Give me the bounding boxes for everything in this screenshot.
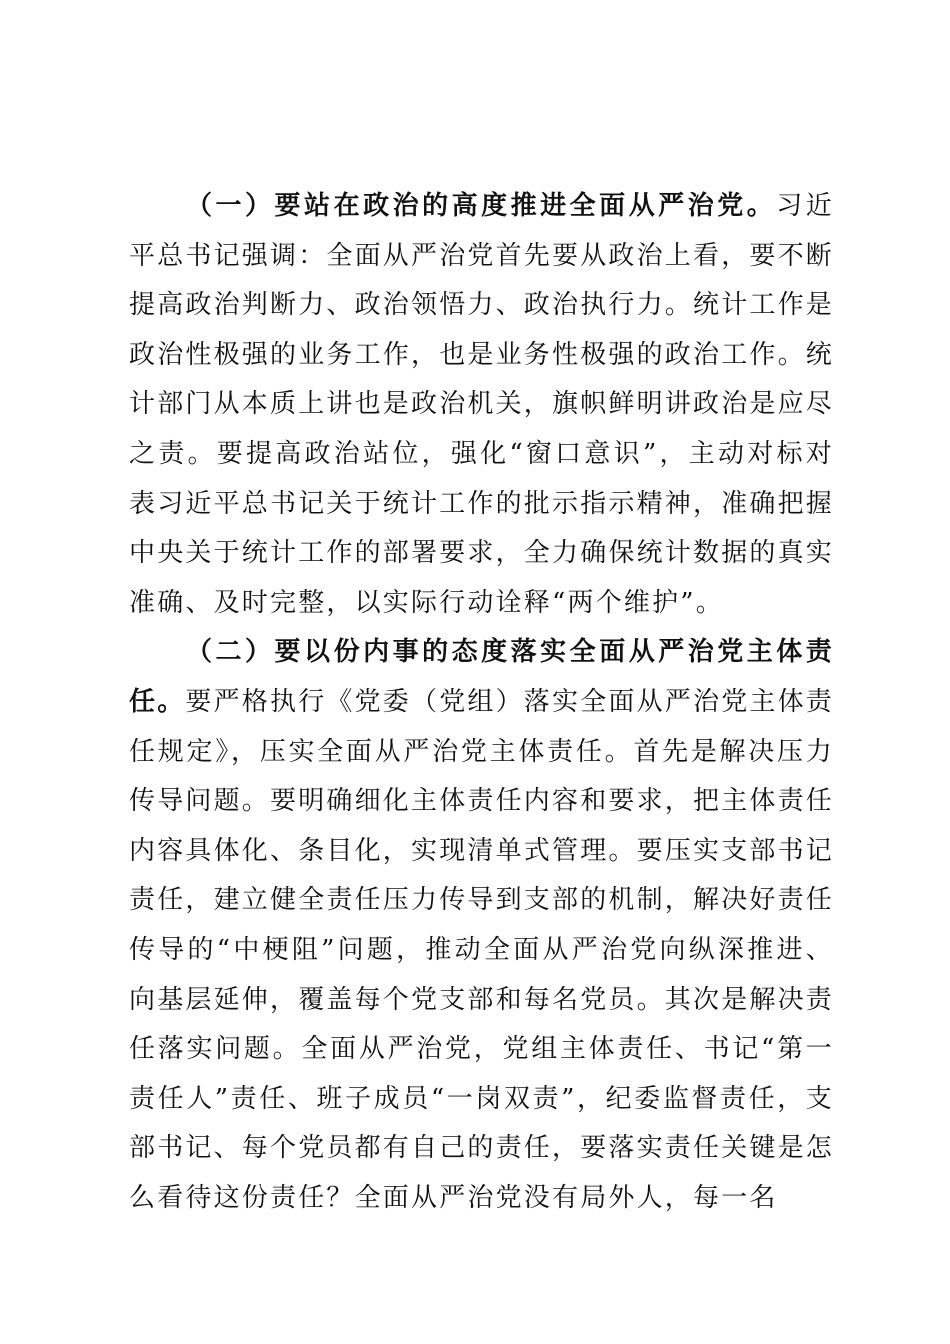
paragraph-1-heading: （一）要站在政治的高度推进全面从严治党。 — [186, 191, 777, 221]
paragraph-1 — [129, 182, 834, 628]
paragraph-2-heading: （二）要以份内事的态度落实全面从严治党主体责任。 — [129, 637, 834, 717]
paragraph-2-body: 要严格执行《党委（党组）落实全面从严治党主体责任规定》，压实全面从严治党主体责任。首先是解决压力传导问题。要明确细化主体责任内容和要求，把主体责任内容具体化、条目化，实现清单式管理。要压实支部书记责任，建立健全责任压力传导到支部的机制，解决好责任传导的“中梗阻”问题，推动全面从严治党向纵深推进、向基层延伸，覆盖每个党支部和每名党员。其次是解决责任落实问题。全面从严治党，党组主体责任、书记“第一责任人”责任、班子成员“一岗双责”，纪委监督责任，支部书记、每个党员都有自己的责任，要落实责任关键是怎么看待这份责任？全面从严治党没有局外人，每一名 — [129, 686, 835, 1213]
paragraph-2 — [129, 628, 834, 1223]
document-body — [129, 182, 834, 1223]
paragraph-1-body: 习近平总书记强调：全面从严治党首先要从政治上看，要不断提高政治判断力、政治领悟力、政治执行力。统计工作是政治性极强的业务工作，也是业务性极强的政治工作。统计部门从本质上讲也是政治机关，旗帜鲜明讲政治是应尽之责。要提高政治站位，强化“窗口意识”，主动对标对表习近平总书记关于统计工作的批示指示精神，准确把握中央关于统计工作的部署要求，全力确保统计数据的真实准确、及时完整，以实际行动诠释“两个维护”。 — [129, 191, 835, 618]
